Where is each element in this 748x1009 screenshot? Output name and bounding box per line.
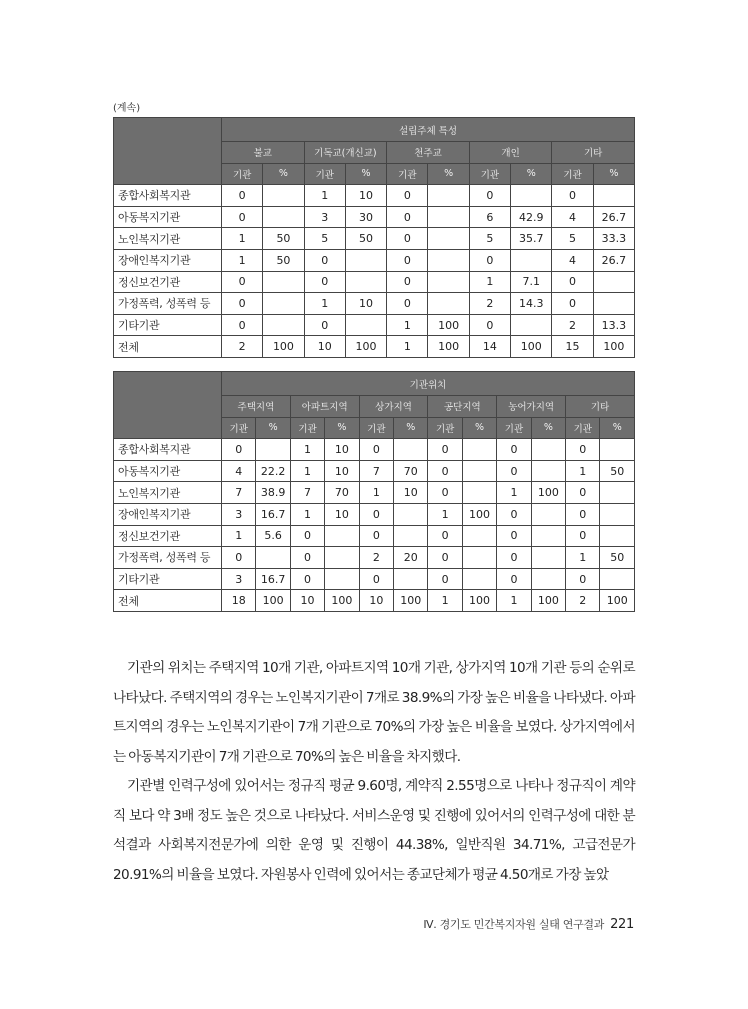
count-cell: 1 bbox=[428, 503, 462, 525]
percent-cell: 100 bbox=[531, 482, 565, 504]
count-subheader: 기관 bbox=[304, 163, 345, 185]
category-header: 불교 bbox=[222, 142, 305, 164]
count-cell: 0 bbox=[497, 525, 531, 547]
count-cell: 0 bbox=[428, 439, 462, 461]
category-header: 아파트지역 bbox=[290, 396, 359, 418]
row-label: 종합사회복지관 bbox=[114, 185, 222, 207]
count-cell: 0 bbox=[304, 271, 345, 293]
count-cell: 1 bbox=[290, 503, 324, 525]
count-cell: 0 bbox=[359, 439, 393, 461]
count-cell: 0 bbox=[304, 314, 345, 336]
table-row bbox=[114, 439, 635, 461]
count-cell: 0 bbox=[387, 293, 428, 315]
count-cell: 1 bbox=[290, 460, 324, 482]
percent-cell bbox=[325, 568, 359, 590]
percent-cell bbox=[345, 314, 386, 336]
table-corner-cell bbox=[114, 118, 222, 185]
count-cell: 15 bbox=[552, 336, 593, 358]
category-header: 농어가지역 bbox=[497, 396, 566, 418]
category-header: 기타 bbox=[552, 142, 635, 164]
percent-cell: 100 bbox=[256, 590, 290, 612]
count-cell: 1 bbox=[497, 590, 531, 612]
count-cell: 0 bbox=[222, 185, 263, 207]
table-row bbox=[114, 547, 635, 569]
percent-subheader: % bbox=[428, 163, 469, 185]
percent-cell bbox=[600, 482, 635, 504]
count-cell: 3 bbox=[222, 568, 256, 590]
percent-cell: 16.7 bbox=[256, 503, 290, 525]
percent-cell bbox=[345, 249, 386, 271]
table-row bbox=[114, 185, 635, 207]
row-label: 가정폭력, 성폭력 등 bbox=[114, 293, 222, 315]
percent-cell bbox=[256, 547, 290, 569]
percent-cell: 100 bbox=[325, 590, 359, 612]
percent-cell bbox=[531, 439, 565, 461]
count-subheader: 기관 bbox=[428, 417, 462, 439]
percent-cell: 38.9 bbox=[256, 482, 290, 504]
percent-cell bbox=[593, 271, 634, 293]
percent-cell: 100 bbox=[600, 590, 635, 612]
count-cell: 4 bbox=[552, 249, 593, 271]
count-cell: 0 bbox=[497, 568, 531, 590]
percent-cell bbox=[511, 185, 552, 207]
count-cell: 1 bbox=[222, 249, 263, 271]
count-cell: 0 bbox=[428, 547, 462, 569]
row-label: 정신보건기관 bbox=[114, 271, 222, 293]
percent-cell bbox=[511, 314, 552, 336]
percent-cell: 50 bbox=[263, 249, 304, 271]
percent-cell: 70 bbox=[394, 460, 428, 482]
category-header: 기독교(개신교) bbox=[304, 142, 387, 164]
count-cell: 0 bbox=[290, 525, 324, 547]
percent-cell: 10 bbox=[394, 482, 428, 504]
percent-cell bbox=[428, 185, 469, 207]
table-group-header: 기관위치 bbox=[222, 372, 635, 396]
percent-cell bbox=[593, 293, 634, 315]
table-corner-cell bbox=[114, 372, 222, 439]
percent-cell bbox=[428, 206, 469, 228]
count-cell: 0 bbox=[222, 293, 263, 315]
percent-cell: 100 bbox=[394, 590, 428, 612]
table-row bbox=[114, 228, 635, 250]
percent-cell: 30 bbox=[345, 206, 386, 228]
count-cell: 18 bbox=[222, 590, 256, 612]
category-header: 천주교 bbox=[387, 142, 470, 164]
row-label: 기타기관 bbox=[114, 568, 222, 590]
percent-cell bbox=[394, 525, 428, 547]
count-subheader: 기관 bbox=[552, 163, 593, 185]
count-cell: 1 bbox=[304, 185, 345, 207]
continued-label: (계속) bbox=[113, 103, 141, 114]
table-row bbox=[114, 293, 635, 315]
count-cell: 3 bbox=[304, 206, 345, 228]
count-cell: 0 bbox=[222, 206, 263, 228]
count-cell: 7 bbox=[359, 460, 393, 482]
table-row bbox=[114, 568, 635, 590]
count-cell: 1 bbox=[359, 482, 393, 504]
row-label: 노인복지기관 bbox=[114, 482, 222, 504]
count-cell: 0 bbox=[552, 293, 593, 315]
count-subheader: 기관 bbox=[497, 417, 531, 439]
row-label: 아동복지기관 bbox=[114, 460, 222, 482]
percent-subheader: % bbox=[511, 163, 552, 185]
percent-cell: 10 bbox=[325, 503, 359, 525]
count-cell: 0 bbox=[428, 460, 462, 482]
row-label: 전체 bbox=[114, 590, 222, 612]
percent-cell: 100 bbox=[593, 336, 634, 358]
count-cell: 10 bbox=[304, 336, 345, 358]
count-cell: 0 bbox=[497, 503, 531, 525]
table-group-header: 설립주체 특성 bbox=[222, 118, 635, 142]
percent-cell: 50 bbox=[600, 547, 635, 569]
count-cell: 0 bbox=[428, 525, 462, 547]
percent-cell bbox=[263, 293, 304, 315]
count-cell: 0 bbox=[387, 228, 428, 250]
count-cell: 3 bbox=[222, 503, 256, 525]
count-cell: 0 bbox=[290, 568, 324, 590]
count-cell: 1 bbox=[222, 228, 263, 250]
table-row bbox=[114, 460, 635, 482]
count-cell: 1 bbox=[497, 482, 531, 504]
percent-cell bbox=[600, 439, 635, 461]
percent-cell bbox=[511, 249, 552, 271]
percent-subheader: % bbox=[600, 417, 635, 439]
category-header: 기타 bbox=[566, 396, 635, 418]
percent-subheader: % bbox=[462, 417, 496, 439]
count-cell: 1 bbox=[222, 525, 256, 547]
percent-subheader: % bbox=[593, 163, 634, 185]
count-cell: 2 bbox=[566, 590, 600, 612]
paragraph-text: 기관별 인력구성에 있어서는 정규직 평균 9.60명, 계약직 2.55명으로 나타나 정규직이 계약직 보다 약 3배 정도 높은 것으로 나타났다. 서비스운영 및 진행에 있어서의 인력구성에 대한 분석결과 사회복지전문가에 의한 운영 및 진행이 44.38%, 일반직원 34.71%, 고급전문가 20.91%의 비율을 보였다. 자원봉사 인력에 있어서는 종교단체가 평균 4.50개로 가장 높았 bbox=[113, 778, 635, 883]
count-cell: 2 bbox=[359, 547, 393, 569]
count-cell: 0 bbox=[359, 568, 393, 590]
location-table bbox=[113, 371, 635, 612]
percent-cell bbox=[462, 568, 496, 590]
percent-cell bbox=[531, 503, 565, 525]
percent-cell bbox=[394, 439, 428, 461]
count-cell: 0 bbox=[497, 547, 531, 569]
count-subheader: 기관 bbox=[469, 163, 510, 185]
percent-cell: 13.3 bbox=[593, 314, 634, 336]
percent-cell: 35.7 bbox=[511, 228, 552, 250]
count-subheader: 기관 bbox=[222, 163, 263, 185]
percent-cell bbox=[600, 525, 635, 547]
count-cell: 0 bbox=[304, 249, 345, 271]
table-row bbox=[114, 336, 635, 358]
category-header: 주택지역 bbox=[222, 396, 291, 418]
percent-cell bbox=[263, 314, 304, 336]
count-cell: 5 bbox=[552, 228, 593, 250]
count-cell: 0 bbox=[222, 439, 256, 461]
percent-cell: 50 bbox=[345, 228, 386, 250]
count-cell: 0 bbox=[566, 503, 600, 525]
percent-cell bbox=[531, 547, 565, 569]
percent-cell: 42.9 bbox=[511, 206, 552, 228]
category-header: 상가지역 bbox=[359, 396, 428, 418]
count-cell: 5 bbox=[304, 228, 345, 250]
count-cell: 0 bbox=[566, 439, 600, 461]
count-cell: 1 bbox=[566, 460, 600, 482]
percent-cell: 7.1 bbox=[511, 271, 552, 293]
percent-cell: 100 bbox=[263, 336, 304, 358]
count-subheader: 기관 bbox=[566, 417, 600, 439]
percent-cell: 100 bbox=[428, 336, 469, 358]
body-paragraph bbox=[113, 772, 635, 890]
percent-cell: 100 bbox=[345, 336, 386, 358]
table-row bbox=[114, 482, 635, 504]
count-cell: 2 bbox=[222, 336, 263, 358]
count-cell: 10 bbox=[359, 590, 393, 612]
percent-cell bbox=[531, 525, 565, 547]
count-cell: 10 bbox=[290, 590, 324, 612]
table-row bbox=[114, 590, 635, 612]
percent-cell bbox=[462, 482, 496, 504]
percent-cell: 50 bbox=[600, 460, 635, 482]
percent-cell: 100 bbox=[462, 590, 496, 612]
percent-cell bbox=[462, 460, 496, 482]
percent-cell bbox=[394, 568, 428, 590]
percent-cell bbox=[345, 271, 386, 293]
count-subheader: 기관 bbox=[222, 417, 256, 439]
count-cell: 0 bbox=[387, 185, 428, 207]
count-cell: 4 bbox=[222, 460, 256, 482]
percent-cell: 26.7 bbox=[593, 206, 634, 228]
table-row bbox=[114, 503, 635, 525]
row-label: 아동복지기관 bbox=[114, 206, 222, 228]
table-row bbox=[114, 271, 635, 293]
count-cell: 1 bbox=[387, 314, 428, 336]
count-cell: 0 bbox=[387, 271, 428, 293]
count-cell: 0 bbox=[469, 249, 510, 271]
percent-cell: 22.2 bbox=[256, 460, 290, 482]
count-cell: 0 bbox=[387, 249, 428, 271]
percent-cell: 50 bbox=[263, 228, 304, 250]
table-row bbox=[114, 314, 635, 336]
row-label: 가정폭력, 성폭력 등 bbox=[114, 547, 222, 569]
count-cell: 0 bbox=[469, 185, 510, 207]
percent-subheader: % bbox=[394, 417, 428, 439]
count-cell: 0 bbox=[552, 271, 593, 293]
count-cell: 0 bbox=[359, 525, 393, 547]
count-cell: 0 bbox=[290, 547, 324, 569]
chapter-title: Ⅳ. 경기도 민간복지자원 실태 연구결과 bbox=[423, 918, 605, 931]
percent-cell bbox=[325, 547, 359, 569]
count-subheader: 기관 bbox=[290, 417, 324, 439]
percent-subheader: % bbox=[345, 163, 386, 185]
count-cell: 1 bbox=[290, 439, 324, 461]
count-cell: 2 bbox=[469, 293, 510, 315]
count-cell: 0 bbox=[566, 568, 600, 590]
row-label: 장애인복지기관 bbox=[114, 249, 222, 271]
percent-cell: 10 bbox=[345, 185, 386, 207]
count-cell: 7 bbox=[290, 482, 324, 504]
percent-cell bbox=[600, 503, 635, 525]
percent-subheader: % bbox=[531, 417, 565, 439]
percent-cell bbox=[531, 568, 565, 590]
percent-cell: 100 bbox=[462, 503, 496, 525]
count-cell: 0 bbox=[359, 503, 393, 525]
percent-cell bbox=[428, 293, 469, 315]
percent-cell: 14.3 bbox=[511, 293, 552, 315]
percent-cell: 10 bbox=[345, 293, 386, 315]
table-row bbox=[114, 249, 635, 271]
percent-cell: 10 bbox=[325, 460, 359, 482]
count-cell: 6 bbox=[469, 206, 510, 228]
percent-cell: 100 bbox=[531, 590, 565, 612]
percent-cell bbox=[256, 439, 290, 461]
percent-cell: 16.7 bbox=[256, 568, 290, 590]
percent-subheader: % bbox=[263, 163, 304, 185]
row-label: 종합사회복지관 bbox=[114, 439, 222, 461]
percent-cell bbox=[428, 271, 469, 293]
paragraph-text: 기관의 위치는 주택지역 10개 기관, 아파트지역 10개 기관, 상가지역 10개 기관 등의 순위로 나타났다. 주택지역의 경우는 노인복지기관이 7개로 38.9%의 가장 높은 비율을 나타냈다. 아파트지역의 경우는 노인복지기관이 7개 기관으로 70%의 가장 높은 비율을 보였다. 상가지역에서는 아동복지기관이 7개 기관으로 70%의 높은 비율을 차지했다. bbox=[113, 660, 635, 765]
count-cell: 0 bbox=[566, 482, 600, 504]
percent-subheader: % bbox=[325, 417, 359, 439]
percent-cell bbox=[394, 503, 428, 525]
percent-cell: 26.7 bbox=[593, 249, 634, 271]
table-row bbox=[114, 206, 635, 228]
count-cell: 0 bbox=[222, 547, 256, 569]
count-cell: 0 bbox=[497, 460, 531, 482]
count-cell: 0 bbox=[497, 439, 531, 461]
count-cell: 1 bbox=[304, 293, 345, 315]
count-cell: 5 bbox=[469, 228, 510, 250]
page-footer bbox=[423, 916, 634, 932]
percent-cell: 70 bbox=[325, 482, 359, 504]
percent-cell bbox=[600, 568, 635, 590]
percent-cell bbox=[325, 525, 359, 547]
founding-entity-table bbox=[113, 117, 635, 358]
count-cell: 1 bbox=[387, 336, 428, 358]
count-cell: 1 bbox=[469, 271, 510, 293]
table-row bbox=[114, 525, 635, 547]
percent-cell bbox=[428, 228, 469, 250]
percent-cell bbox=[263, 271, 304, 293]
row-label: 기타기관 bbox=[114, 314, 222, 336]
category-header: 공단지역 bbox=[428, 396, 497, 418]
percent-cell: 5.6 bbox=[256, 525, 290, 547]
percent-cell bbox=[462, 525, 496, 547]
count-subheader: 기관 bbox=[359, 417, 393, 439]
percent-cell bbox=[428, 249, 469, 271]
percent-subheader: % bbox=[256, 417, 290, 439]
row-label: 전체 bbox=[114, 336, 222, 358]
count-cell: 1 bbox=[566, 547, 600, 569]
category-header: 개인 bbox=[469, 142, 552, 164]
percent-cell: 33.3 bbox=[593, 228, 634, 250]
percent-cell bbox=[593, 185, 634, 207]
row-label: 정신보건기관 bbox=[114, 525, 222, 547]
percent-cell bbox=[462, 547, 496, 569]
row-label: 노인복지기관 bbox=[114, 228, 222, 250]
count-cell: 4 bbox=[552, 206, 593, 228]
count-cell: 0 bbox=[469, 314, 510, 336]
count-cell: 0 bbox=[222, 271, 263, 293]
count-cell: 7 bbox=[222, 482, 256, 504]
count-cell: 0 bbox=[428, 482, 462, 504]
page-number: 221 bbox=[610, 917, 634, 932]
count-subheader: 기관 bbox=[387, 163, 428, 185]
count-cell: 0 bbox=[566, 525, 600, 547]
count-cell: 0 bbox=[222, 314, 263, 336]
percent-cell: 20 bbox=[394, 547, 428, 569]
row-label: 장애인복지기관 bbox=[114, 503, 222, 525]
percent-cell bbox=[263, 206, 304, 228]
percent-cell: 100 bbox=[428, 314, 469, 336]
count-cell: 0 bbox=[552, 185, 593, 207]
count-cell: 2 bbox=[552, 314, 593, 336]
count-cell: 0 bbox=[428, 568, 462, 590]
percent-cell bbox=[263, 185, 304, 207]
percent-cell bbox=[462, 439, 496, 461]
count-cell: 1 bbox=[428, 590, 462, 612]
percent-cell: 10 bbox=[325, 439, 359, 461]
percent-cell: 100 bbox=[511, 336, 552, 358]
body-paragraph bbox=[113, 654, 635, 772]
count-cell: 0 bbox=[387, 206, 428, 228]
count-cell: 14 bbox=[469, 336, 510, 358]
percent-cell bbox=[531, 460, 565, 482]
